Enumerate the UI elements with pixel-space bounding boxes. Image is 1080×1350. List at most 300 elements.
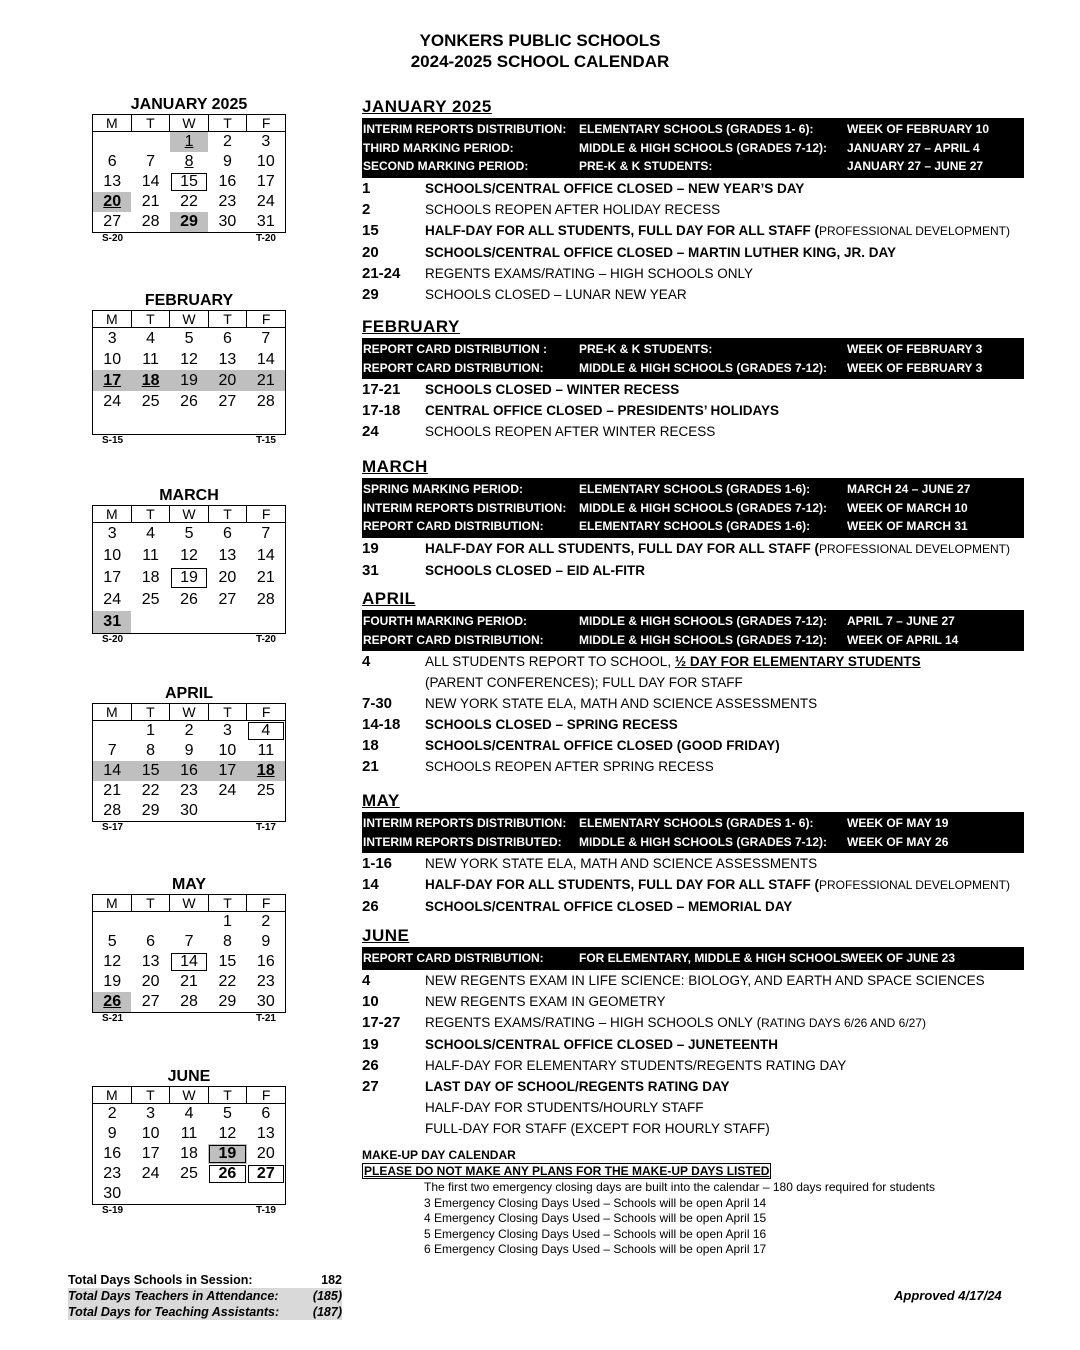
event-date: 1 [362,179,371,197]
event-text: SCHOOLS CLOSED – WINTER RECESS [425,382,680,397]
mini-calendar-grid [92,505,286,634]
event-date: 21 [362,758,379,775]
week-row [93,523,285,545]
event-text: HALF-DAY FOR ALL STUDENTS, FULL DAY FOR ALL STAFF (PROFESSIONAL DEVELOPMENT) [425,222,1010,238]
student-day-count: S-19 [102,1205,124,1216]
student-day-count: S-20 [102,233,124,244]
info-bar [362,610,1024,651]
week-row [93,545,285,567]
day-cell: 16 [218,173,237,190]
day-cell: 7 [107,742,117,759]
week-row [93,1104,285,1124]
student-day-count: S-21 [102,1013,124,1024]
month-section [362,96,1024,305]
day-cell: 14 [170,952,208,972]
day-cell: 22 [180,193,198,210]
day-cell [247,611,285,633]
day-cell: 21 [247,370,285,391]
weekday-header: W [170,115,209,131]
mini-calendar-grid [92,310,286,435]
day-cell: 3 [261,133,271,150]
day-cell: 27 [218,393,237,410]
mini-calendar [92,876,286,1025]
event-row [362,735,1024,756]
day-cell: 20 [208,370,246,391]
week-row [93,611,285,633]
info-bar [362,338,1024,379]
week-row [93,152,285,172]
day-cell: 7 [184,933,194,950]
event-text: SCHOOLS/CENTRAL OFFICE CLOSED – MEMORIAL DAY [425,899,793,914]
day-cell: 19 [103,973,122,990]
day-cell: 24 [141,1165,160,1182]
event-date: 26 [362,898,379,915]
day-cell: 6 [222,525,232,542]
week-row [93,761,285,781]
event-text: HALF-DAY FOR ELEMENTARY STUDENTS/REGENTS RATING DAY [425,1057,847,1073]
day-cell: 29 [170,212,208,232]
day-cell: 13 [218,547,237,564]
month-section [362,456,1024,581]
event-row [362,400,1024,421]
event-date: 27 [362,1077,379,1095]
month-section [362,790,1024,917]
day-cell: 3 [107,330,117,347]
event-date: 14-18 [362,716,401,733]
event-row [362,756,1024,777]
day-cell: 11 [142,351,159,368]
day-cell: 8 [184,153,194,170]
event-date: 17-21 [362,381,401,398]
day-cell: 4 [146,330,156,347]
day-cell: 5 [107,933,117,950]
day-cell: 18 [141,569,160,586]
mini-calendar-title: JUNE [167,1068,211,1085]
day-cell: 10 [218,742,237,759]
mini-calendar [92,96,286,245]
week-row [93,349,285,370]
page-header [0,30,1080,72]
weekday-header: F [261,704,271,720]
day-cell: 1 [146,722,156,739]
event-date: 17-18 [362,402,401,419]
weekday-header: M [93,311,132,327]
day-cell: 10 [103,547,122,564]
weekday-header: T [132,704,171,720]
makeup-warning: PLEASE DO NOT MAKE ANY PLANS FOR THE MAKE-UP DAYS LISTED [364,1164,770,1178]
event-text: SCHOOLS/CENTRAL OFFICE CLOSED – NEW YEAR’S DAY [425,180,805,196]
teacher-day-count: T-17 [255,822,276,833]
mini-calendar-grid [92,114,286,233]
event-row [362,220,1024,242]
event-text: REGENTS EXAMS/RATING – HIGH SCHOOLS ONLY [425,265,754,281]
event-text: SCHOOLS CLOSED – SPRING RECESS [425,717,678,732]
day-cell: 25 [141,591,160,608]
event-row [362,1118,1024,1139]
day-count-footer [92,1205,286,1217]
event-text: SCHOOLS CLOSED – LUNAR NEW YEAR [425,286,687,302]
week-row [93,1144,285,1164]
day-cell: 2 [107,1105,117,1122]
day-cell: 15 [218,953,237,970]
event-text: SCHOOLS CLOSED – EID AL-FITR [425,562,646,578]
day-cell: 3 [222,722,232,739]
day-cell: 23 [103,1165,122,1182]
day-cell: 30 [256,993,275,1010]
event-text: HALF-DAY FOR STUDENTS/HOURLY STAFF [425,1099,704,1115]
day-cell: 9 [222,153,232,170]
event-row [362,714,1024,735]
week-row [93,1184,285,1204]
day-cell: 26 [93,992,131,1012]
totals-section [68,1272,342,1320]
day-cell: 10 [141,1125,160,1142]
event-row [362,421,1024,442]
weekday-header: F [261,506,271,522]
teacher-day-count: T-19 [255,1205,276,1216]
event-text: HALF-DAY FOR ALL STUDENTS, FULL DAY FOR ALL STAFF (PROFESSIONAL DEVELOPMENT) [425,540,1010,556]
info-row: REPORT CARD DISTRIBUTION : PRE-K & K STUDENTS: WEEK OF FEBRUARY 3 [363,342,983,356]
mini-calendar-title: FEBRUARY [144,292,234,309]
weekday-header: T [132,1087,171,1103]
weekday-header: T [132,895,171,911]
teacher-day-count: T-20 [255,233,276,244]
info-row: FOURTH MARKING PERIOD: MIDDLE & HIGH SCHOOLS (GRADES 7-12): APRIL 7 – JUNE 27 [363,614,955,628]
info-row: INTERIM REPORTS DISTRIBUTION: ELEMENTARY SCHOOLS (GRADES 1- 6): WEEK OF MAY 19 [363,816,949,830]
info-row: REPORT CARD DISTRIBUTION: MIDDLE & HIGH SCHOOLS (GRADES 7-12): WEEK OF APRIL 14 [363,632,959,647]
day-cell: 9 [184,742,194,759]
event-date [362,1097,425,1118]
month-heading: APRIL [362,589,416,608]
info-row: INTERIM REPORTS DISTRIBUTED: MIDDLE & HIGH SCHOOLS (GRADES 7-12): WEEK OF MAY 26 [363,834,949,849]
approved-date: Approved 4/17/24 [894,1288,1002,1303]
event-text: REGENTS EXAMS/RATING – HIGH SCHOOLS ONLY (RATING DAYS 6/26 AND 6/27) [425,1014,927,1030]
weekday-header: W [170,1087,209,1103]
event-row [362,199,1024,220]
weekday-header: T [132,311,171,327]
event-row [362,538,1024,560]
weekday-header: M [93,895,132,911]
event-date: 7-30 [362,695,393,712]
day-cell: 8 [222,933,232,950]
event-row [362,1076,1024,1097]
month-heading: FEBRUARY [362,317,460,336]
weekday-header: T [209,311,248,327]
day-cell: 23 [218,193,237,210]
event-text: SCHOOLS REOPEN AFTER HOLIDAY RECESS [425,201,721,217]
day-cell: 25 [256,782,275,799]
event-text: LAST DAY OF SCHOOL/REGENTS RATING DAY [425,1078,730,1094]
event-text: SCHOOLS REOPEN AFTER SPRING RECESS [425,759,714,774]
event-date: 17-27 [362,1013,401,1031]
day-cell: 28 [256,393,275,410]
week-row [93,932,285,952]
event-date: 21-24 [362,264,401,282]
day-cell: 14 [256,351,275,368]
day-cell: 30 [180,802,198,819]
teacher-day-count: T-21 [255,1013,276,1024]
day-cell: 21 [180,973,198,990]
day-cell: 17 [208,761,246,781]
week-row [93,1164,285,1184]
day-cell: 5 [184,330,194,347]
event-row [362,284,1024,305]
mini-calendar [92,1068,286,1217]
day-cell: 5 [222,1105,232,1122]
weekday-header: F [261,311,271,327]
week-row [93,172,285,192]
day-cell: 8 [146,742,156,759]
month-section [362,925,1024,1139]
event-text: SCHOOLS/CENTRAL OFFICE CLOSED – MARTIN LUTHER KING, JR. DAY [425,244,897,260]
day-cell: 16 [256,953,275,970]
day-cell: 7 [261,330,271,347]
event-date: 15 [362,221,379,239]
event-row [362,853,1024,874]
event-date: 14 [362,876,379,893]
event-text: SCHOOLS REOPEN AFTER WINTER RECESS [425,424,716,439]
day-cell: 28 [180,993,198,1010]
info-row: INTERIM REPORTS DISTRIBUTION: MIDDLE & HIGH SCHOOLS (GRADES 7-12): WEEK OF MARCH 10 [363,500,968,515]
week-row [93,370,285,391]
day-cell: 27 [141,993,160,1010]
day-cell: 18 [180,1145,198,1162]
day-cell: 12 [180,351,198,368]
month-heading: MARCH [362,457,428,476]
student-day-count: S-17 [102,822,124,833]
mini-calendar [92,487,286,646]
makeup-section [362,1148,1022,1258]
weekday-header: W [170,311,209,327]
event-text: CENTRAL OFFICE CLOSED – PRESIDENTS’ HOLIDAYS [425,403,780,418]
mini-calendar-title: APRIL [165,685,213,702]
day-cell: 27 [247,1164,285,1184]
day-cell: 21 [256,569,275,586]
event-date [362,672,425,693]
day-cell [131,132,169,152]
day-cell: 12 [218,1125,237,1142]
makeup-line: 6 Emergency Closing Days Used – Schools will be open April 17 [424,1242,767,1256]
day-cell: 13 [141,953,160,970]
day-cell: 6 [107,153,117,170]
day-cell: 13 [256,1125,275,1142]
day-cell: 3 [146,1105,156,1122]
day-cell: 23 [180,782,198,799]
month-heading: MAY [362,791,400,810]
event-row [362,379,1024,400]
teacher-day-count: T-20 [255,634,276,645]
event-row [362,1097,1024,1118]
mini-calendar-grid [92,1086,286,1205]
event-row [362,896,1024,917]
mini-calendar-grid [92,894,286,1013]
event-date: 4 [362,971,371,989]
event-row [362,1055,1024,1076]
makeup-line: 4 Emergency Closing Days Used – Schools will be open April 15 [424,1211,767,1225]
weekday-header: T [209,115,248,131]
day-cell: 26 [180,393,198,410]
day-cell: 4 [146,525,156,542]
info-bar [362,478,1024,538]
day-cell: 17 [93,370,131,391]
day-cell: 30 [103,1185,122,1202]
week-row [93,567,285,589]
weekday-header: T [132,506,171,522]
day-cell: 16 [170,761,208,781]
day-cell: 27 [218,591,237,608]
mini-calendar-title: MARCH [159,487,219,504]
day-cell: 17 [256,173,275,190]
event-row [362,1034,1024,1055]
day-cell [131,912,169,932]
month-section [362,316,1024,442]
day-count-footer [92,822,286,834]
student-day-count: S-20 [102,634,124,645]
info-row: THIRD MARKING PERIOD: MIDDLE & HIGH SCHOOLS (GRADES 7-12): JANUARY 27 – APRIL 4 [363,140,980,155]
day-cell: 14 [93,761,131,781]
event-date: 20 [362,243,379,261]
total-row-session: Total Days Schools in Session: 182 [68,1273,342,1287]
day-cell [93,721,131,741]
day-cell [170,611,208,633]
weekday-header: F [261,1087,271,1103]
day-count-footer [92,634,286,646]
day-cell [247,801,285,821]
day-cell: 28 [103,802,122,819]
mini-calendar-grid [92,703,286,822]
event-row [362,178,1024,199]
day-cell: 3 [107,525,117,542]
teacher-day-count: T-15 [255,435,276,446]
week-row [93,212,285,232]
event-text: NEW YORK STATE ELA, MATH AND SCIENCE ASSESSMENTS [425,696,818,711]
event-text: HALF-DAY FOR ALL STUDENTS, FULL DAY FOR ALL STAFF (PROFESSIONAL DEVELOPMENT) [425,877,1010,892]
day-cell: 17 [103,569,122,586]
day-cell: 24 [103,591,122,608]
event-row [362,263,1024,284]
day-cell: 1 [170,132,208,152]
event-row [362,693,1024,714]
day-cell: 2 [184,722,194,739]
day-count-footer [92,233,286,245]
weekday-header: T [209,1087,248,1103]
info-bar [362,812,1024,853]
day-cell: 9 [107,1125,117,1142]
day-cell: 13 [218,351,237,368]
event-row [362,651,1024,672]
day-cell: 24 [218,782,237,799]
day-cell: 7 [261,525,271,542]
day-cell: 25 [141,393,160,410]
calendar-spacer [93,412,285,434]
event-text: SCHOOLS/CENTRAL OFFICE CLOSED – JUNETEENTH [425,1036,779,1052]
day-cell: 12 [180,547,198,564]
week-row [93,1124,285,1144]
week-row [93,992,285,1012]
week-row [93,781,285,801]
day-cell: 1 [222,913,232,930]
day-cell: 6 [261,1105,271,1122]
month-section [362,588,1024,777]
event-date: 4 [362,653,371,670]
weekday-header: F [261,115,271,131]
event-text: (PARENT CONFERENCES); FULL DAY FOR STAFF [425,675,743,690]
day-cell: 23 [256,973,275,990]
day-cell [208,1184,246,1204]
day-cell: 7 [146,153,156,170]
day-cell: 10 [103,351,122,368]
event-date: 24 [362,423,379,440]
day-cell [247,1184,285,1204]
day-cell: 27 [103,213,122,230]
day-cell: 31 [256,213,275,230]
day-cell: 2 [261,913,271,930]
day-cell: 19 [170,567,208,589]
day-cell: 10 [256,153,275,170]
day-cell: 15 [131,761,169,781]
event-text: SCHOOLS/CENTRAL OFFICE CLOSED (GOOD FRIDAY) [425,738,780,753]
day-cell: 29 [141,802,160,819]
month-heading: JUNE [362,926,410,945]
event-row [362,672,1024,693]
day-cell [131,611,169,633]
week-row [93,952,285,972]
day-cell: 20 [93,192,131,212]
event-date: 19 [362,539,379,557]
day-cell: 30 [218,213,237,230]
event-date [362,1118,425,1139]
day-cell: 4 [184,1105,194,1122]
day-cell [208,801,246,821]
event-row [362,242,1024,263]
mini-calendar [92,292,286,447]
day-cell: 19 [208,1144,246,1164]
weekday-header: M [93,115,132,131]
day-cell: 25 [180,1165,198,1182]
weekday-header: F [261,895,271,911]
day-cell: 9 [261,933,271,950]
event-text: NEW REGENTS EXAM IN LIFE SCIENCE: BIOLOGY, AND EARTH AND SPACE SCIENCES [425,972,985,988]
total-row-teachers: Total Days Teachers in Attendance: (185) [68,1289,342,1303]
info-bar [362,118,1024,178]
day-cell: 24 [256,193,275,210]
mini-calendar-title: JANUARY 2025 [130,96,248,113]
day-cell: 21 [141,193,160,210]
day-cell: 11 [257,742,275,759]
day-cell: 12 [103,953,122,970]
day-cell: 22 [218,973,237,990]
info-row: INTERIM REPORTS DISTRIBUTION: ELEMENTARY SCHOOLS (GRADES 1- 6): WEEK OF FEBRUARY 10 [363,122,990,136]
weekday-header: W [170,506,209,522]
day-cell [93,132,131,152]
weekday-header: M [93,506,132,522]
day-cell: 20 [141,973,160,990]
weekday-header: M [93,1087,132,1103]
day-cell [208,611,246,633]
total-row-assistants: Total Days for Teaching Assistants: (187) [68,1305,342,1319]
week-row [93,391,285,412]
week-row [93,721,285,741]
week-row [93,741,285,761]
makeup-line: 3 Emergency Closing Days Used – Schools will be open April 14 [424,1195,767,1210]
day-cell: 4 [247,721,285,741]
week-row [93,972,285,992]
mini-calendar [92,685,286,834]
week-row [93,328,285,349]
day-cell: 15 [170,172,208,192]
event-date: 31 [362,561,379,579]
info-row: SECOND MARKING PERIOD: PRE-K & K STUDENTS: JANUARY 27 – JUNE 27 [363,159,984,173]
